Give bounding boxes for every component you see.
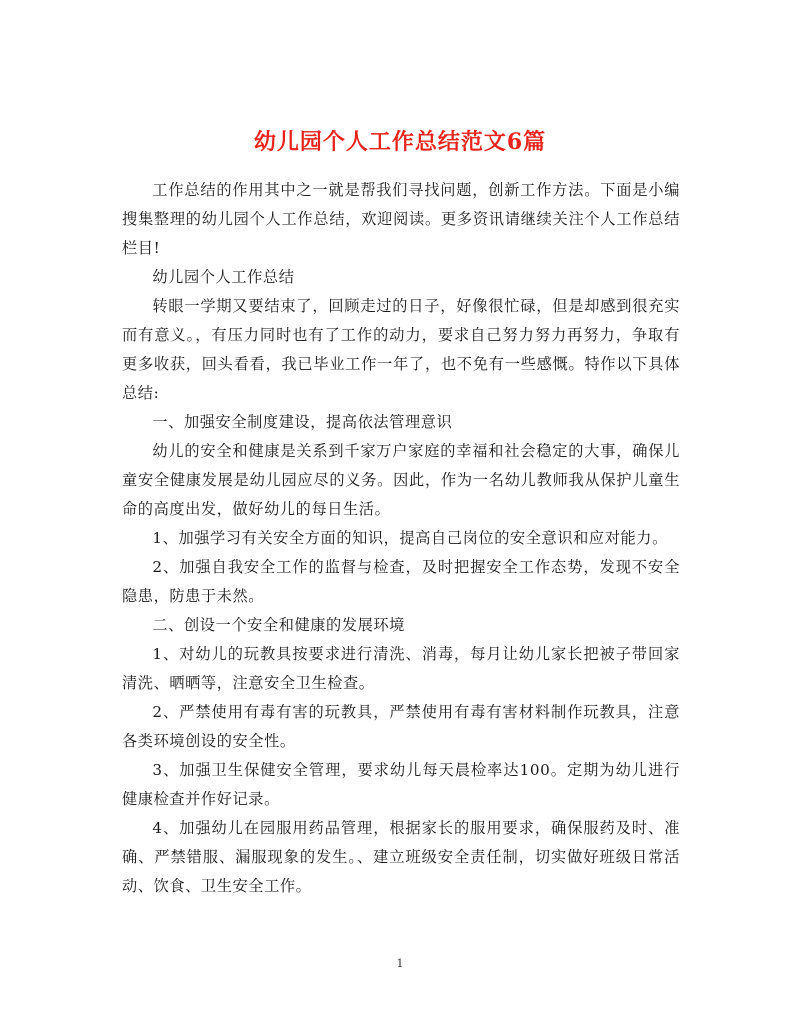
intro-paragraph: 工作总结的作用其中之一就是帮我们寻找问题，创新工作方法。下面是小编搜集整理的幼儿园个人工作总结，欢迎阅读。更多资讯请继续关注个人工作总结栏目! — [122, 181, 680, 257]
list-item: 4、加强幼儿在园服用药品管理，根据家长的服用要求，确保服药及时、准确、严禁错服、漏服现象的发生。、建立班级安全责任制，切实做好班级日常活动、饮食、卫生安全工作。 — [122, 819, 680, 895]
section-heading-1: 一、加强安全制度建设，提高依法管理意识 — [152, 413, 453, 431]
list-item: 2、加强自我安全工作的监督与检查，及时把握安全工作态势，发现不安全隐患，防患于未然。 — [122, 558, 680, 605]
list-item: 2、严禁使用有毒有害的玩教具，严禁使用有毒有害材料制作玩教具，注意各类环境创设的安全性。 — [122, 703, 680, 750]
page-number: 1 — [396, 957, 404, 970]
document-body — [122, 176, 680, 901]
list-item: 1、对幼儿的玩教具按要求进行清洗、消毒，每月让幼儿家长把被子带回家清洗、晒晒等，注意安全卫生检查。 — [122, 645, 680, 692]
list-item: 3、加强卫生保健安全管理，要求幼儿每天晨检率达100。定期为幼儿进行健康检查并作好记录。 — [122, 761, 680, 808]
document-title: 幼儿园个人工作总结范文6篇 — [253, 128, 547, 155]
body-paragraph: 幼儿的安全和健康是关系到千家万户家庭的幸福和社会稳定的大事，确保儿童安全健康发展是幼儿园应尽的义务。因此，作为一名幼儿教师我从保护儿童生命的高度出发，做好幼儿的每日生活。 — [122, 442, 680, 518]
body-paragraph: 转眼一学期又要结束了，回顾走过的日子，好像很忙碌，但是却感到很充实而有意义。，有压力同时也有了工作的动力，要求自己努力努力再努力，争取有更多收获，回头看看，我已毕业工作一年了，也不免有一些感慨。特作以下具体总结: — [122, 297, 680, 402]
section-heading-2: 二、创设一个安全和健康的发展环境 — [152, 616, 405, 634]
subheading: 幼儿园个人工作总结 — [152, 268, 295, 286]
list-item: 1、加强学习有关安全方面的知识，提高自己岗位的安全意识和应对能力。 — [152, 529, 668, 547]
